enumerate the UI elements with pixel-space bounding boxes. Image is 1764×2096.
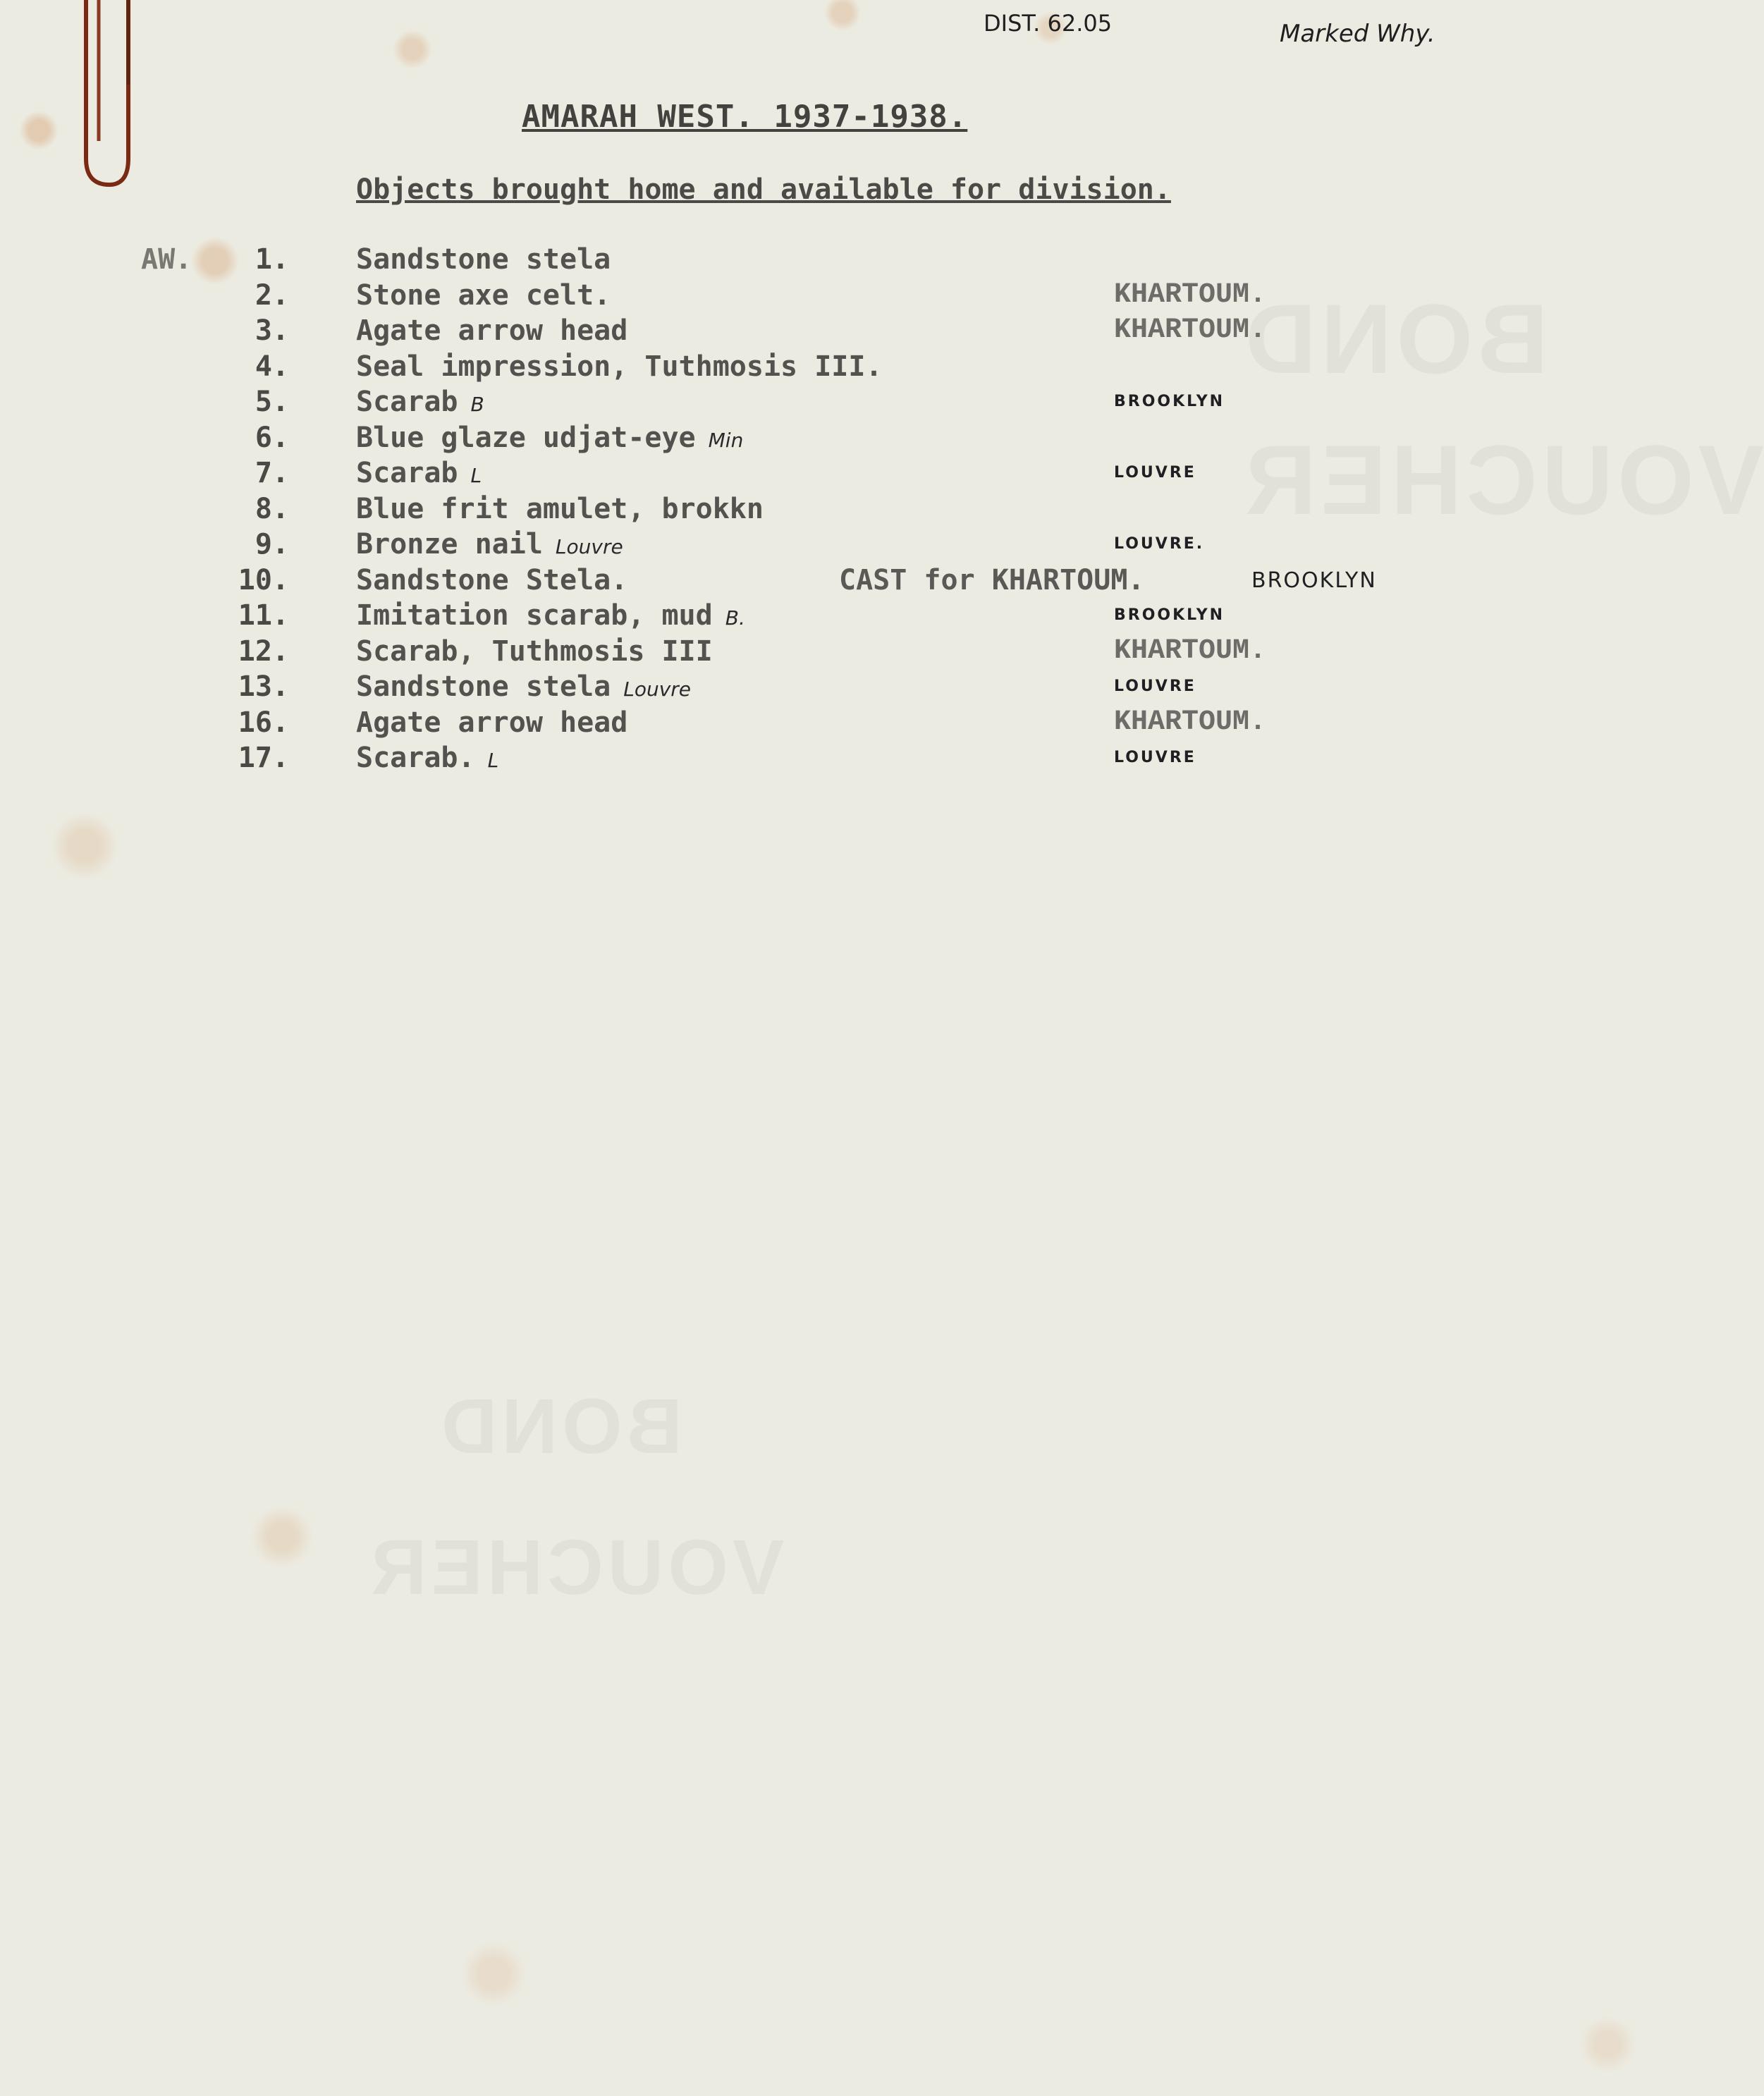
item-alternate-destination: BROOKLYN — [1251, 568, 1377, 593]
item-handwritten-annotation: Louvre — [623, 678, 692, 701]
item-number: 5. — [255, 386, 289, 418]
item-number: 12. — [238, 635, 289, 668]
item-description: Sandstone stela Louvre — [356, 670, 692, 703]
item-number: 16. — [238, 706, 289, 739]
item-description: Imitation scarab, mud B. — [356, 599, 745, 632]
item-handwritten-annotation: L — [470, 464, 482, 487]
list-item — [0, 528, 1653, 563]
item-handwritten-destination: LOUVRE. — [1114, 535, 1205, 553]
item-description: Scarab B — [356, 386, 484, 418]
item-number: 11. — [238, 599, 289, 632]
list-item — [0, 493, 1653, 528]
item-middle-note: CAST for KHARTOUM. — [839, 563, 1145, 596]
watermark-line-2-reverse: VOUCHER — [367, 1524, 785, 1611]
item-description: Blue glaze udjat-eye Min — [356, 421, 744, 454]
item-description: Agate arrow head — [356, 314, 628, 347]
item-destination: KHARTOUM. — [1114, 314, 1267, 346]
item-description: Bronze nail Louvre — [356, 528, 623, 560]
item-number: 9. — [255, 528, 289, 560]
item-handwritten-destination: LOUVRE — [1114, 749, 1196, 766]
item-description: Scarab, Tuthmosis III — [356, 635, 713, 668]
item-number: 2. — [255, 278, 289, 312]
item-number: 3. — [255, 314, 289, 347]
item-number: 17. — [238, 742, 289, 774]
document-title: AMARAH WEST. 1937-1938. — [522, 99, 968, 135]
watermark-line-1: BOND — [1241, 283, 1549, 394]
item-number: 1. — [255, 243, 289, 276]
watermark-line-2: VOUCHER — [1241, 424, 1764, 535]
list-item — [0, 279, 1653, 314]
item-number: 7. — [255, 457, 289, 489]
item-handwritten-annotation: B. — [725, 606, 745, 630]
item-description: Stone axe celt. — [356, 278, 611, 312]
list-item — [0, 635, 1653, 670]
item-handwritten-destination: LOUVRE — [1114, 678, 1196, 695]
reference-number: DIST. 62.05 — [984, 10, 1113, 37]
item-description: Seal impression, Tuthmosis III. — [356, 350, 883, 383]
list-item — [0, 670, 1653, 706]
item-handwritten-destination: BROOKLYN — [1114, 606, 1225, 624]
list-item — [0, 314, 1653, 350]
item-handwritten-annotation: L — [487, 749, 499, 772]
item-description: Scarab. L — [356, 742, 499, 774]
item-number: 4. — [255, 350, 289, 383]
item-prefix: AW. — [141, 243, 192, 276]
item-number: 10. — [238, 563, 289, 596]
list-item — [0, 386, 1653, 421]
item-number: 13. — [238, 670, 289, 703]
list-item — [0, 350, 1653, 386]
item-handwritten-destination: BROOKLYN — [1114, 393, 1225, 410]
list-item — [0, 706, 1653, 742]
list-item — [0, 422, 1653, 457]
watermark-line-1-reverse: BOND — [437, 1383, 682, 1470]
paper-clip-icon — [71, 0, 134, 190]
list-item — [0, 457, 1653, 492]
item-handwritten-annotation: Louvre — [555, 535, 623, 558]
list-item — [0, 243, 1653, 278]
item-destination: KHARTOUM. — [1114, 635, 1267, 667]
item-handwritten-destination: LOUVRE — [1114, 464, 1196, 482]
item-destination: KHARTOUM. — [1114, 278, 1267, 311]
handwritten-note: Marked Why. — [1280, 20, 1435, 48]
list-item — [0, 564, 1653, 599]
item-description: Blue frit amulet, brokkn — [356, 492, 764, 525]
item-description: Agate arrow head — [356, 706, 628, 739]
item-description: Sandstone Stela. — [356, 563, 628, 596]
list-item — [0, 599, 1653, 635]
document-subtitle: Objects brought home and available for division. — [356, 173, 1171, 206]
item-number: 8. — [255, 492, 289, 525]
item-description: Sandstone stela — [356, 243, 611, 276]
item-destination: KHARTOUM. — [1114, 706, 1267, 738]
item-handwritten-annotation: B — [470, 393, 484, 416]
item-number: 6. — [255, 421, 289, 454]
item-handwritten-annotation: Min — [708, 428, 744, 452]
list-item — [0, 742, 1653, 777]
item-description: Scarab L — [356, 457, 482, 489]
